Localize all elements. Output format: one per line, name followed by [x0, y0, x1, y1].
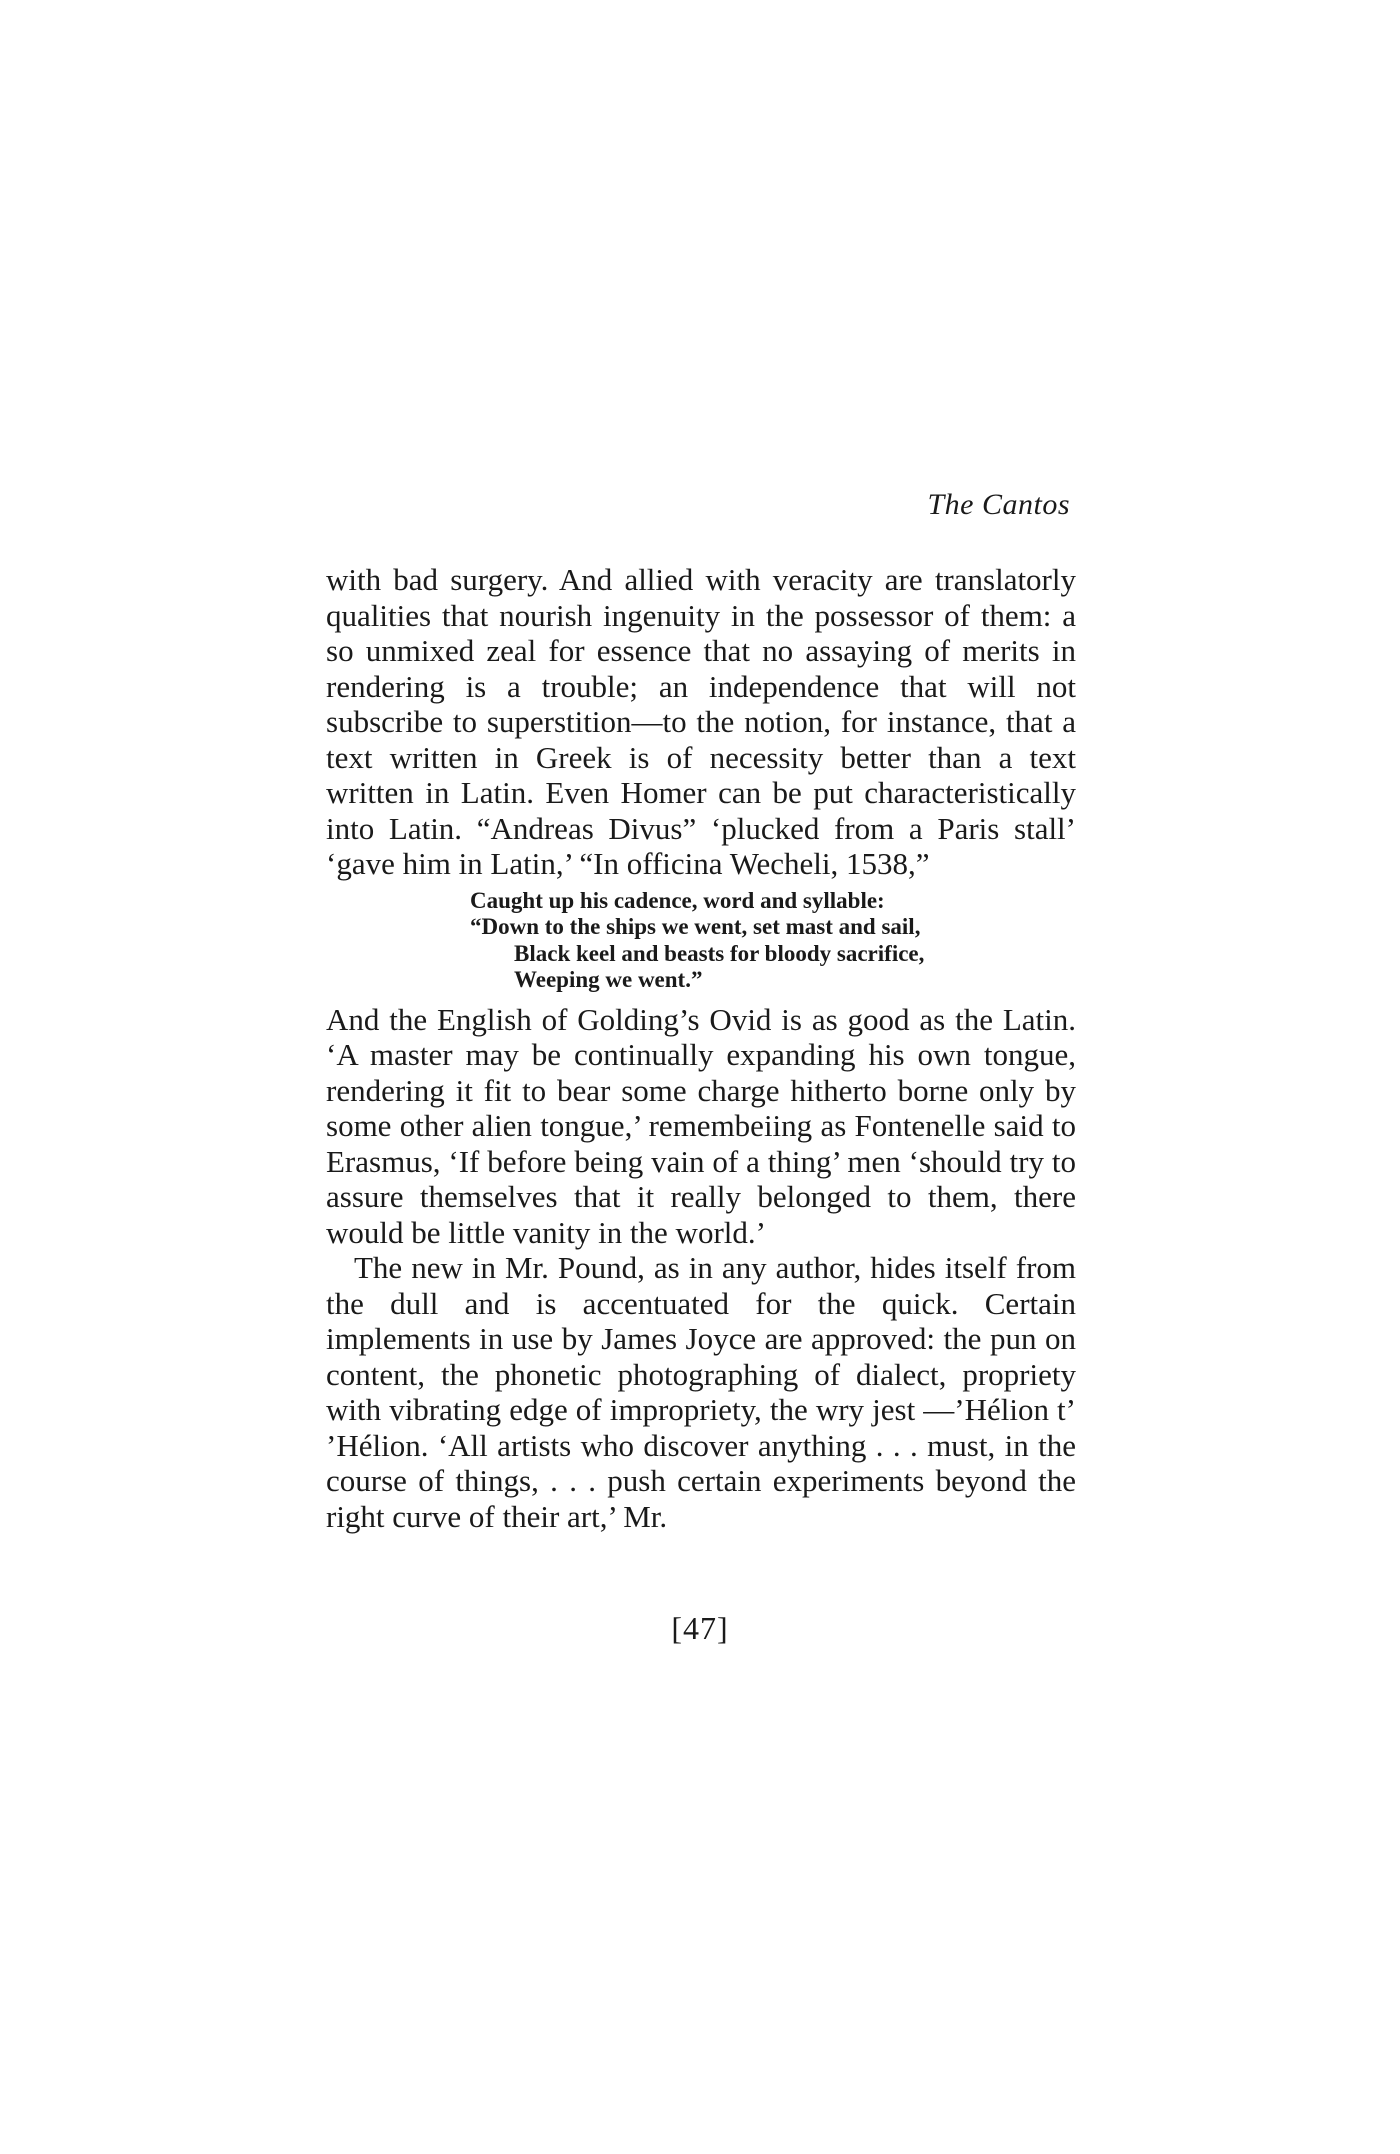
paragraph-3: The new in Mr. Pound, as in any author, hides itself from the dull and is accentuated for the quick. Certain implements in use by James Joyce are approved: the pun on content, the phonetic photographing of dialect, propriety with vibrating edge of impropriety, the wry jest —’Hélion t’ ’Hélion. ‘All artists who discover anything . . . must, in the course of things, . . . push certain experiments beyond the right curve of their art,’ Mr.	[326, 1250, 1076, 1534]
verse-line: Black keel and beasts for bloody sacrifice,	[514, 940, 925, 966]
page-number: [47]	[671, 1610, 729, 1646]
body-text	[326, 562, 1076, 1534]
verse-line: Weeping we went.”	[514, 967, 703, 992]
paragraph-2: And the English of Golding’s Ovid is as good as the Latin. ‘A master may be continually expanding his own tongue, rendering it fit to bear some charge hitherto borne only by some other alien tongue,’ remembeiing as Fontenelle said to Erasmus, ‘If before being vain of a thing’ men ‘should try to assure themselves that it really belonged to them, there would be little vanity in the world.’	[326, 1001, 1076, 1250]
running-head: The Cantos	[927, 488, 1070, 521]
verse-line: “Down to the ships we went, set mast and sail,	[470, 914, 921, 939]
verse-line: Caught up his cadence, word and syllable:	[470, 887, 885, 913]
verse-quotation	[326, 888, 1076, 994]
paragraph-1: with bad surgery. And allied with veracity are translatorly qualities that nourish ingenuity in the possessor of them: a so unmixed zeal for essence that no assaying of merits in rendering is a trouble; an independence that will not subscribe to superstition—to the notion, for instance, that a text written in Greek is of necessity better than a text written in Latin. Even Homer can be put characteristically into Latin. “Andreas Divus” ‘plucked from a Paris stall’ ‘gave him in Latin,’ “In officina Wecheli, 1538,”	[326, 562, 1076, 881]
